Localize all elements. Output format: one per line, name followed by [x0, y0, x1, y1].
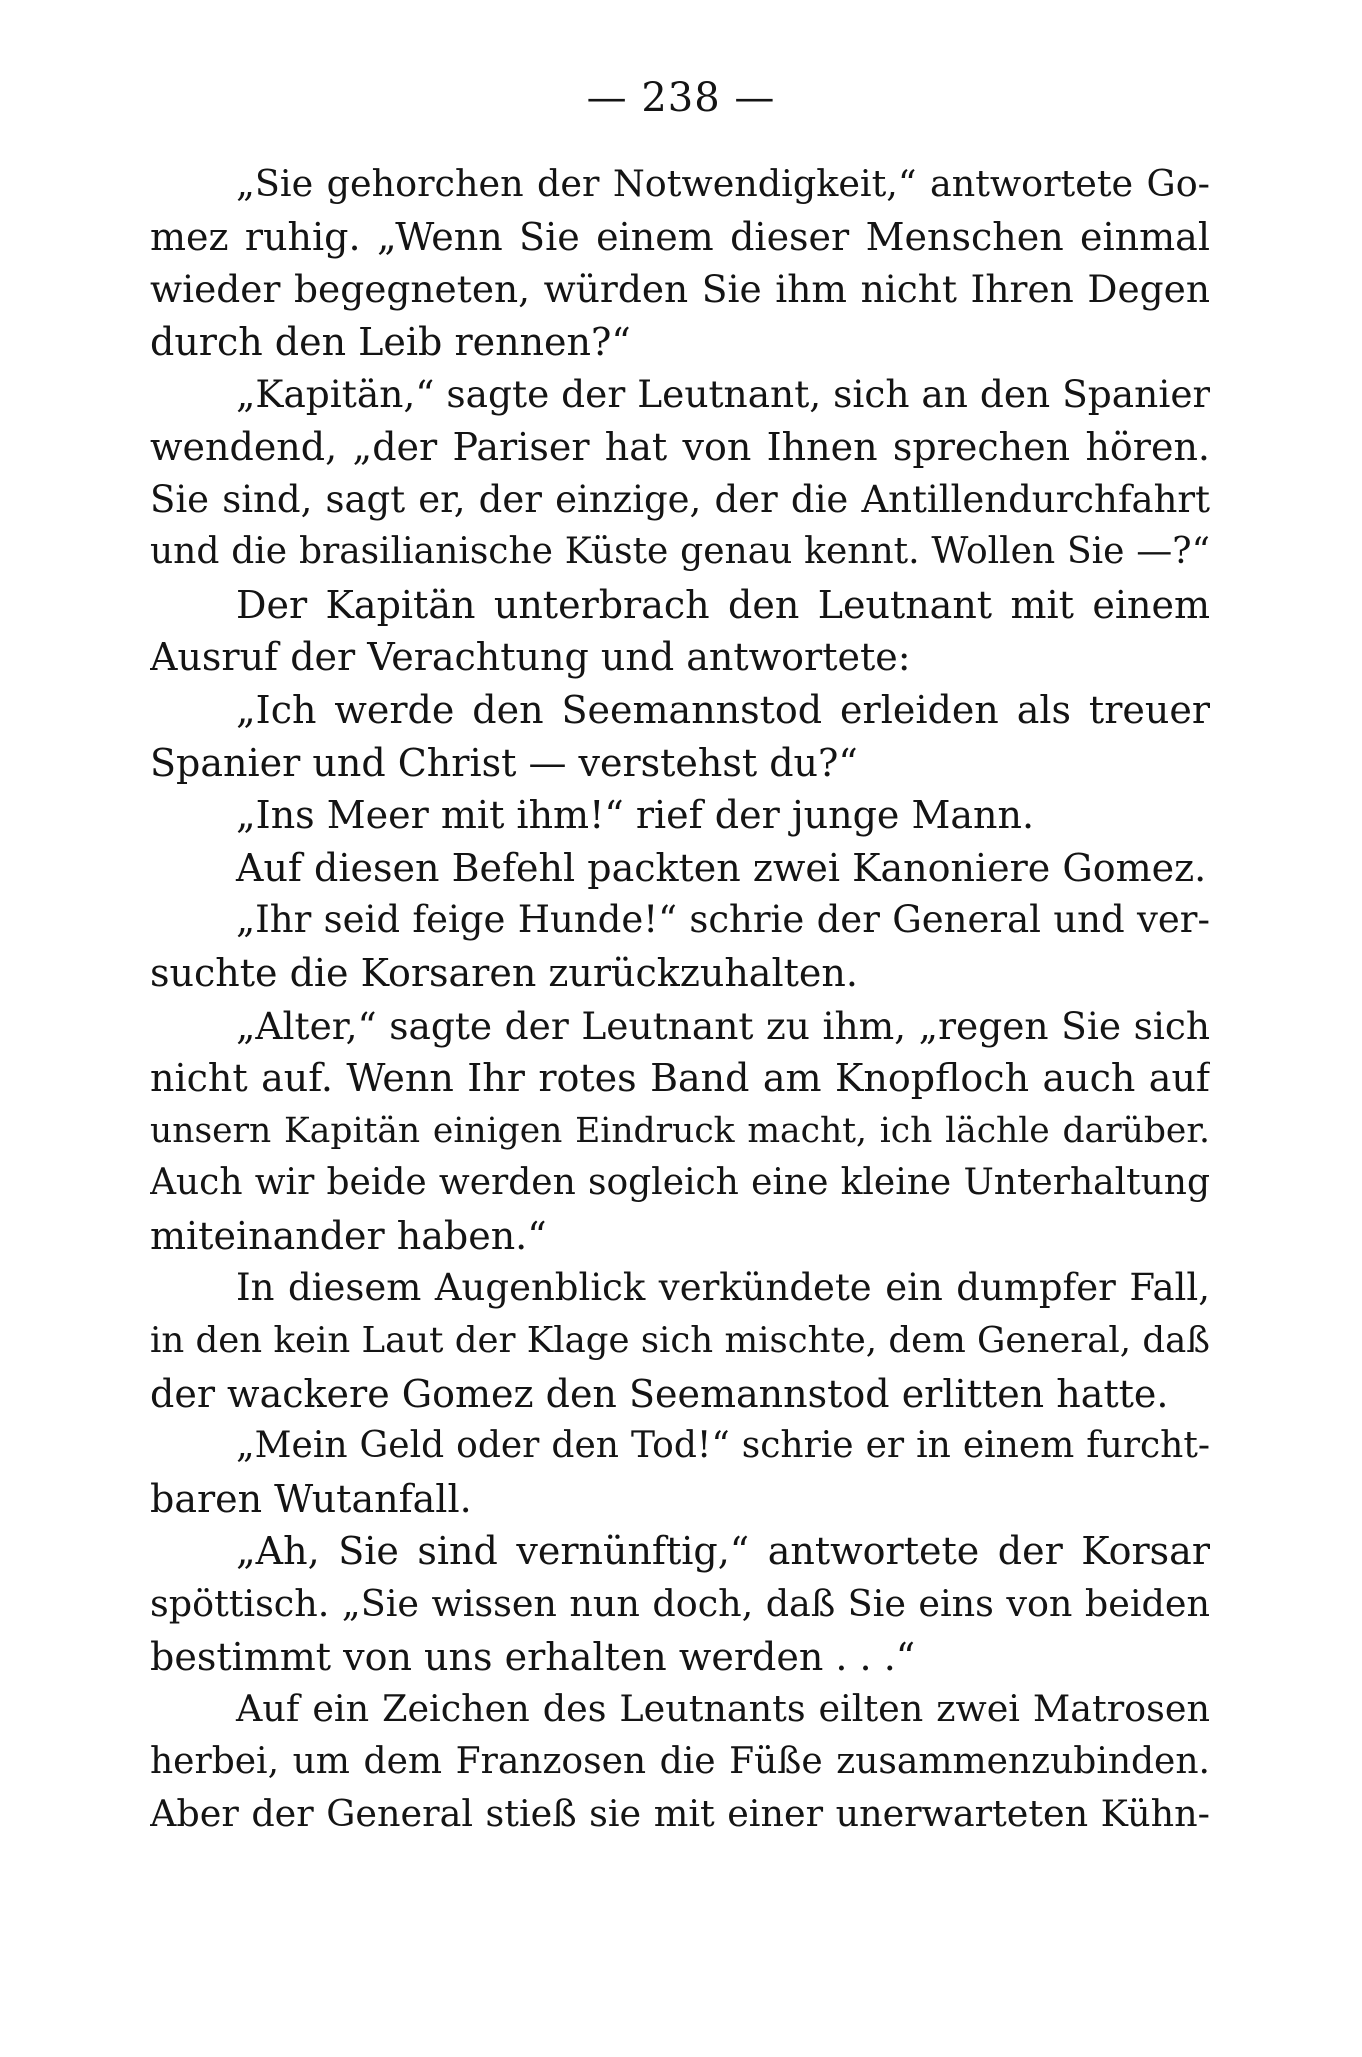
text-line: Ausruf der Verachtung und antwortete: — [150, 635, 911, 680]
text-line: nicht auf. Wenn Ihr rotes Band am Knopfloch auch auf — [150, 1056, 1210, 1101]
text-line: „Ich werde den Seemannstod erleiden als treuer — [236, 687, 1210, 732]
text-line: „Alter,“ sagte der Leutnant zu ihm, „regen Sie sich — [236, 1003, 1210, 1048]
text-line: durch den Leib rennen?“ — [150, 319, 631, 364]
text-line: und die brasilianische Küste genau kennt. Wollen Sie —?“ — [150, 531, 1210, 573]
text-line: Spanier und Christ — verstehst du?“ — [150, 740, 858, 785]
text-line: „Sie gehorchen der Notwendigkeit,“ antwortete Go- — [236, 162, 1210, 205]
text-line: miteinander haben.“ — [150, 1213, 547, 1258]
text-line: wendend, „der Pariser hat von Ihnen sprechen hören. — [150, 424, 1210, 469]
text-line: unsern Kapitän einigen Eindruck macht, ich lächle darüber. — [150, 1110, 1210, 1151]
text-line: Auch wir beide werden sogleich eine kleine Unterhaltung — [150, 1162, 1210, 1204]
text-line: bestimmt von uns erhalten werden . . .“ — [150, 1634, 916, 1679]
text-line: Sie sind, sagt er, der einzige, der die Antillendurchfahrt — [150, 477, 1210, 521]
text-line: Auf diesen Befehl packten zwei Kanoniere Gomez. — [236, 845, 1207, 890]
text-line: Aber der General stieß sie mit einer unerwarteten Kühn- — [150, 1792, 1210, 1836]
text-line: In diesem Augenblick verkündete ein dumpfer Fall, — [236, 1266, 1210, 1310]
text-line: spöttisch. „Sie wissen nun doch, daß Sie eins von beiden — [150, 1582, 1210, 1626]
text-line: wieder begegneten, würden Sie ihm nicht Ihren Degen — [150, 267, 1210, 312]
text-line: in den kein Laut der Klage sich mischte, dem General, daß — [150, 1320, 1210, 1362]
text-line: „Ah, Sie sind vernünftig,“ antwortete der Korsar — [236, 1529, 1210, 1574]
text-line: Der Kapitän unterbrach den Leutnant mit einem — [236, 582, 1210, 627]
text-line: „Kapitän,“ sagte der Leutnant, sich an den Spanier — [236, 372, 1210, 417]
text-line: „Ihr seid feige Hunde!“ schrie der General und ver- — [236, 898, 1210, 942]
text-line: „Ins Meer mit ihm!“ rief der junge Mann. — [236, 793, 1035, 838]
text-line: suchte die Korsaren zurückzuhalten. — [150, 950, 858, 995]
text-line: mez ruhig. „Wenn Sie einem dieser Menschen einmal — [150, 214, 1210, 259]
text-line: Auf ein Zeichen des Leutnants eilten zwei Matrosen — [236, 1687, 1210, 1731]
text-line: baren Wutanfall. — [150, 1476, 472, 1521]
text-line: „Mein Geld oder den Tod!“ schrie er in einem furcht- — [236, 1425, 1210, 1467]
page-text-body — [150, 158, 1210, 1841]
page-number: — 238 — — [586, 75, 776, 121]
text-line: der wackere Gomez den Seemannstod erlitten hatte. — [150, 1371, 1169, 1416]
text-line: herbei, um dem Franzosen die Füße zusammenzubinden. — [150, 1740, 1210, 1782]
